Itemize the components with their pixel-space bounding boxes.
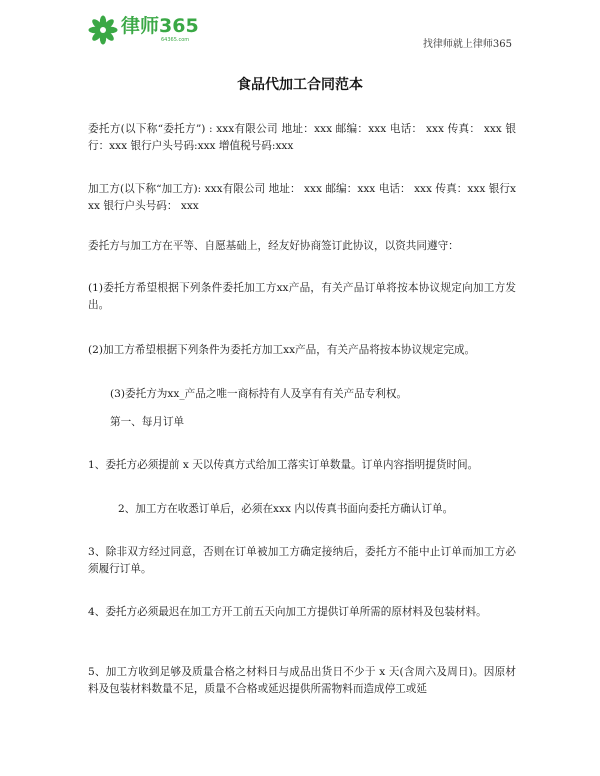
leaf-logo-icon: [88, 15, 118, 45]
logo-domain: 64365.com: [161, 37, 190, 43]
page-header: [0, 0, 600, 60]
paragraph-order-2: 2、加工方在收悉订单后，必须在xxx 内以传真书面向委托方确认订单。: [118, 503, 454, 515]
section-heading-monthly-order: 第一、每月订单: [110, 416, 185, 428]
paragraph-order-5: 5、加工方收到足够及质量合格之材料日与成品出货日不少于 x 天(含周六及周日)。因原材料及包装材料数量不足，质量不合格或延迟提供所需物料而造成停工或延: [88, 666, 516, 695]
paragraph-processor-info: 加工方(以下称“加工方): xxx有限公司 地址： xxx 邮编：xxx 电话： xxx 传真：xxx 银行xxx 银行户头号码： xxx: [88, 183, 516, 212]
logo[interactable]: [88, 15, 199, 45]
paragraph-clause-1: (1)委托方希望根据下列条件委托加工方xx产品，有关产品订单将按本协议规定向加工方发出。: [88, 282, 516, 311]
paragraph-order-1: 1、委托方必须提前 x 天以传真方式给加工落实订单数量。订单内容指明提货时间。: [88, 459, 479, 471]
logo-title: 律师365: [121, 15, 199, 37]
paragraph-client-info: 委托方(以下称“委托方”) : xxx有限公司 地址：xxx 邮编：xxx 电话： xxx 传真： xxx 银行：xxx 银行户头号码:xxx 增值税号码:xxx: [88, 123, 516, 152]
paragraph-order-4: 4、委托方必须最迟在加工方开工前五天向加工方提供订单所需的原材料及包装材料。: [88, 606, 487, 618]
paragraph-clause-2: (2)加工方希望根据下列条件为委托方加工xx产品，有关产品将按本协议规定完成。: [88, 344, 476, 356]
document-title: 食品代加工合同范本: [237, 77, 363, 93]
paragraph-preamble: 委托方与加工方在平等、自愿基础上，经友好协商签订此协议，以资共同遵守：: [88, 240, 459, 252]
paragraph-clause-3: (3)委托方为xx_产品之唯一商标持有人及享有有关产品专利权。: [110, 388, 408, 400]
header-slogan: 找律师就上律师365: [422, 39, 512, 50]
paragraph-order-3: 3、除非双方经过同意，否则在订单被加工方确定接纳后，委托方不能中止订单而加工方必须履行订单。: [88, 546, 516, 575]
logo-wordmark: [121, 15, 199, 43]
